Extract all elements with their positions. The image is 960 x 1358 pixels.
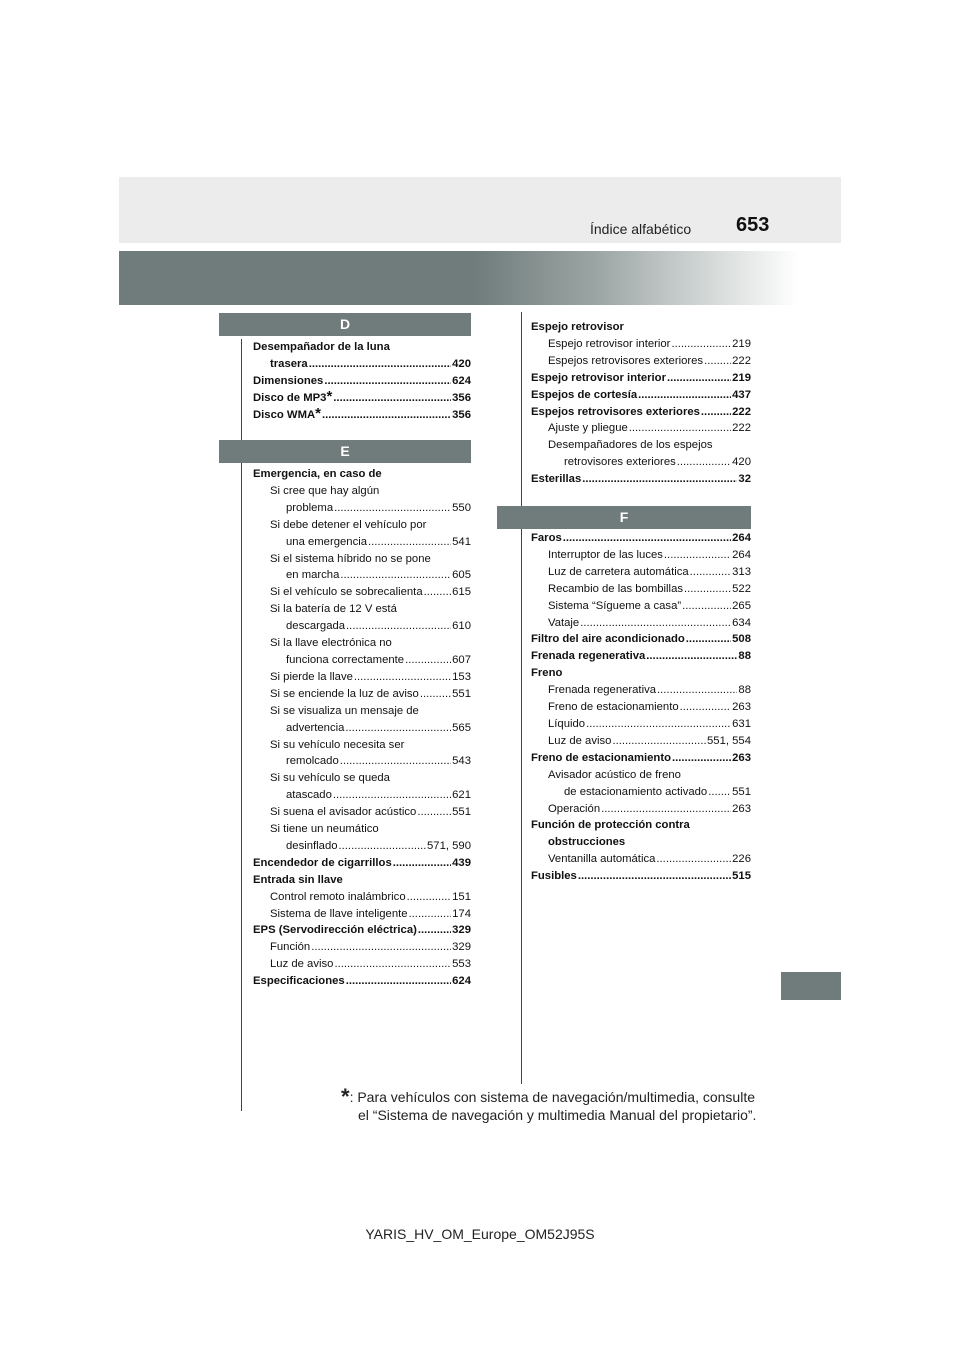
index-subentry: Control remoto inalámbrico ..... 151 bbox=[253, 889, 471, 906]
header-band bbox=[119, 251, 799, 305]
index-subentry: una emergencia ..... 541 bbox=[253, 534, 471, 551]
index-entry: trasera ..... 420 bbox=[253, 356, 471, 373]
index-entry: Freno de estacionamiento ..... 263 bbox=[531, 750, 751, 767]
index-entry: Función de protección contra bbox=[531, 819, 690, 832]
page-number: 653 bbox=[736, 214, 770, 236]
index-subentry: Si el vehículo se sobrecalienta ..... 615 bbox=[253, 584, 471, 601]
index-entry: Dimensiones ..... 624 bbox=[253, 373, 471, 390]
index-subentry: Desempañadores de los espejos bbox=[548, 439, 713, 452]
index-entry: Esterillas ..... 32 bbox=[531, 471, 751, 488]
index-entry: Entrada sin llave bbox=[253, 873, 343, 886]
index-entry: Emergencia, en caso de bbox=[253, 468, 382, 480]
index-subentry: Luz de aviso ..... 553 bbox=[253, 956, 471, 973]
index-entry: Espejo retrovisor interior ..... 219 bbox=[531, 370, 751, 387]
index-subentry: Si pierde la llave ..... 153 bbox=[253, 669, 471, 686]
index-subentry: Función ..... 329 bbox=[253, 939, 471, 956]
index-subentry: advertencia ..... 565 bbox=[253, 720, 471, 737]
index-column-e-continued bbox=[531, 319, 751, 488]
index-subentry: descargada ..... 610 bbox=[253, 618, 471, 635]
index-subentry: Operación ..... 263 bbox=[531, 801, 751, 818]
page-title: Índice alfabético bbox=[590, 221, 692, 237]
document-footer: YARIS_HV_OM_Europe_OM52J95S bbox=[365, 1226, 595, 1242]
index-subentry: Si el sistema híbrido no se pone bbox=[270, 552, 431, 565]
footnote-star: * bbox=[341, 1084, 350, 1109]
index-column-f bbox=[531, 530, 751, 885]
index-subentry: problema ..... 550 bbox=[253, 500, 471, 517]
index-subentry: Si suena el avisador acústico ..... 551 bbox=[253, 804, 471, 821]
index-subentry: funciona correctamente ..... 607 bbox=[253, 652, 471, 669]
index-entry: Disco WMA * ..... 356 bbox=[253, 407, 471, 424]
index-subentry: Luz de aviso ..... 551, 554 bbox=[531, 733, 751, 750]
index-subentry: Sistema “Sígueme a casa” ..... 265 bbox=[531, 598, 751, 615]
index-subentry: en marcha ..... 605 bbox=[253, 567, 471, 584]
index-subentry: Espejo retrovisor interior ..... 219 bbox=[531, 336, 751, 353]
index-subentry: Si su vehículo se queda bbox=[270, 772, 390, 785]
index-subentry: Si se visualiza un mensaje de bbox=[270, 704, 419, 717]
index-subentry: Vataje ..... 634 bbox=[531, 615, 751, 632]
index-subentry: Sistema de llave inteligente ..... 174 bbox=[253, 906, 471, 923]
side-index-tab bbox=[781, 972, 841, 1000]
section-header-d: D bbox=[219, 313, 471, 336]
index-entry: Desempañador de la luna bbox=[253, 341, 390, 353]
index-subentry: Freno de estacionamiento ..... 263 bbox=[531, 699, 751, 716]
index-entry: Espejos retrovisores exteriores ..... 222 bbox=[531, 404, 751, 421]
column-divider-middle bbox=[521, 312, 522, 1084]
index-subentry: atascado ..... 621 bbox=[253, 787, 471, 804]
index-subentry: Si su vehículo necesita ser bbox=[270, 738, 405, 751]
index-subentry: Si la llave electrónica no bbox=[270, 637, 392, 650]
index-subentry: Recambio de las bombillas ..... 522 bbox=[531, 581, 751, 598]
footnote-line-2: el “Sistema de navegación y multimedia Manual del propietario”. bbox=[358, 1107, 757, 1123]
footnote-line-1: *: Para vehículos con sistema de navegación/multimedia, consulte bbox=[341, 1084, 756, 1109]
index-subentry: Avisador acústico de freno bbox=[548, 768, 681, 781]
index-subentry: Interruptor de las luces ..... 264 bbox=[531, 547, 751, 564]
index-subentry: de estacionamiento activado ..... 551 bbox=[531, 784, 751, 801]
section-header-f: F bbox=[497, 506, 751, 529]
index-subentry: Si la batería de 12 V está bbox=[270, 603, 397, 616]
index-subentry: Espejos retrovisores exteriores ..... 222 bbox=[531, 353, 751, 370]
index-entry: Encendedor de cigarrillos ..... 439 bbox=[253, 855, 471, 872]
index-subentry: Líquido ..... 631 bbox=[531, 716, 751, 733]
index-entry: EPS (Servodirección eléctrica) ..... 329 bbox=[253, 922, 471, 939]
index-subentry: Si cree que hay algún bbox=[270, 484, 380, 497]
index-column-e bbox=[253, 466, 471, 990]
index-entry: Fusibles ..... 515 bbox=[531, 868, 751, 885]
index-entry: Espejo retrovisor bbox=[531, 321, 624, 333]
index-subentry: Si debe detener el vehículo por bbox=[270, 518, 427, 531]
index-entry: Disco de MP3 * ..... 356 bbox=[253, 390, 471, 407]
index-subentry: remolcado ..... 543 bbox=[253, 753, 471, 770]
index-entry: obstrucciones bbox=[548, 836, 626, 849]
index-subentry: Si se enciende la luz de aviso ..... 551 bbox=[253, 686, 471, 703]
index-entry: Frenada regenerativa ..... 88 bbox=[531, 648, 751, 665]
index-subentry: desinflado ..... 571, 590 bbox=[253, 838, 471, 855]
index-subentry: Frenada regenerativa ..... 88 bbox=[531, 682, 751, 699]
index-column-d bbox=[253, 339, 471, 424]
index-subentry: Ajuste y pliegue ..... 222 bbox=[531, 420, 751, 437]
section-header-e: E bbox=[219, 440, 471, 463]
index-subentry: Luz de carretera automática ..... 313 bbox=[531, 564, 751, 581]
index-subentry: retrovisores exteriores ..... 420 bbox=[531, 454, 751, 471]
header-bar bbox=[119, 177, 841, 243]
index-subentry: Si tiene un neumático bbox=[270, 823, 379, 836]
index-subentry: Ventanilla automática ..... 226 bbox=[531, 851, 751, 868]
index-entry: Especificaciones ..... 624 bbox=[253, 973, 471, 990]
index-entry: Freno bbox=[531, 667, 563, 680]
index-entry: Espejos de cortesía ..... 437 bbox=[531, 387, 751, 404]
index-entry: Faros ..... 264 bbox=[531, 530, 751, 547]
index-entry: Filtro del aire acondicionado ..... 508 bbox=[531, 631, 751, 648]
